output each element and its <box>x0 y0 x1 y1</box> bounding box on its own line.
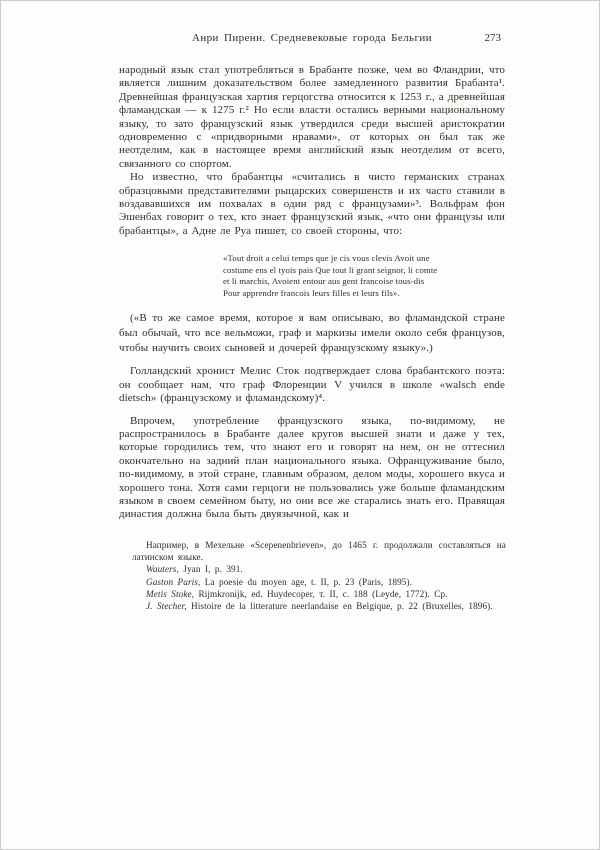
verse-line: et li marchis, Avoient entour aus gent francoise tous-dis <box>223 276 425 287</box>
verse-line: Pour apprendre francois leurs filles et leurs fils». <box>223 287 400 298</box>
footnote <box>132 588 506 600</box>
paragraph-dutch-chronicler: Голландский хронист Мелис Сток подтверждает слова брабантского поэта: он сообщает нам, что граф Флоренции V учился в школе «walsch ende dietsch» (французскому и фламандскому)⁴. <box>119 365 505 405</box>
footnote-author: Gaston Paris, <box>146 576 201 587</box>
page-number: 273 <box>484 32 501 44</box>
verse-line: costume ens el tyois pais Que tout li grant seignor, li comte <box>223 264 438 275</box>
verse-quote <box>223 253 505 299</box>
paragraph-language-spread: народный язык стал употребляться в Брабанте позже, чем во Фландрии, что является лишним доказательством более замедленного развития Брабанта¹. Древнейшая французская хартия герцогства относится к 1253 г., а древнейшая фламандская — к 1275 г.² Но если власти остались верными национальному языку, то зато французский язык утвердился среди высшей аристократии одновременно с «придворными нравами», от которых он был так же неотделим, как в настоящее время английский язык неотделим от всего, связанного со спортом. <box>119 64 505 170</box>
footnote <box>132 563 506 575</box>
running-title: Анри Пиренн. Средневековые города Бельгии <box>192 32 432 44</box>
footnote <box>132 576 506 588</box>
footnote <box>132 539 506 564</box>
verse-line: «Tout droit a celui temps que je cis vous clevis Avoit une <box>223 253 430 264</box>
paragraph-translation: («В то же самое время, которое я вам описываю, во фламандской стране был обычай, что все вельможи, граф и маркизы имели около себя французов, чтобы научить своих сыновей и дочерей французскому языку».) <box>119 312 505 355</box>
paragraph-conclusion: Впрочем, употребление французского языка, по-видимому, не распространилось в Брабанте далее кругов высшей знати и даже у тех, которые городились тем, что знают его и говорят на нем, он не оттеснил окончательно на задний план национального языка. Офранцуживание было, по-видимому, в этой стране, главным образом, делом моды, хорошего вкуса и хорошего тона. Хотя сами герцоги не пользовались уже больше фламандским языком в своем семейном быту, но они все же старались знать его. Правящая династия должна была быть двуязычной, как и <box>119 414 505 521</box>
page-header <box>119 32 505 45</box>
paragraph-brabanters: Но известно, что брабантцы «считались в чисто германских странах образцовыми представителями рыцарских совершенств и их часто ставили в воздававшихся им похвалах в один ряд с французами»³. Вольфрам фон Эшенбах говорит о тех, кто знает французский язык, «что они французы или брабантцы», а Адне ле Руа пишет, со своей стороны, что: <box>119 171 505 237</box>
footnote <box>132 600 506 612</box>
footnote-author: J. Stecher, <box>146 601 187 612</box>
footnote-author: Metis Stoke, <box>146 588 195 599</box>
footnotes <box>132 539 506 613</box>
footnote-text: Например, в Мехельне «Scepenenbrieven», до 1465 г. продолжали составляться на латинском языке. <box>132 539 506 563</box>
text-column <box>119 64 505 613</box>
footnote-author: Wauters, <box>146 564 179 575</box>
footnote-text: Jyan I, p. 391. <box>178 564 243 575</box>
footnote-text: Histoire de la litterature neerlandaise en Belgique, p. 22 (Bruxelles, 1896). <box>186 601 493 612</box>
footnote-text: Rijmkronijk, ed. Huydecoper, т. II, c. 188 (Leyde, 1772). Ср. <box>194 588 448 599</box>
footnote-text: La poesie du moyen age, t. II, p. 23 (Paris, 1895). <box>200 576 413 587</box>
